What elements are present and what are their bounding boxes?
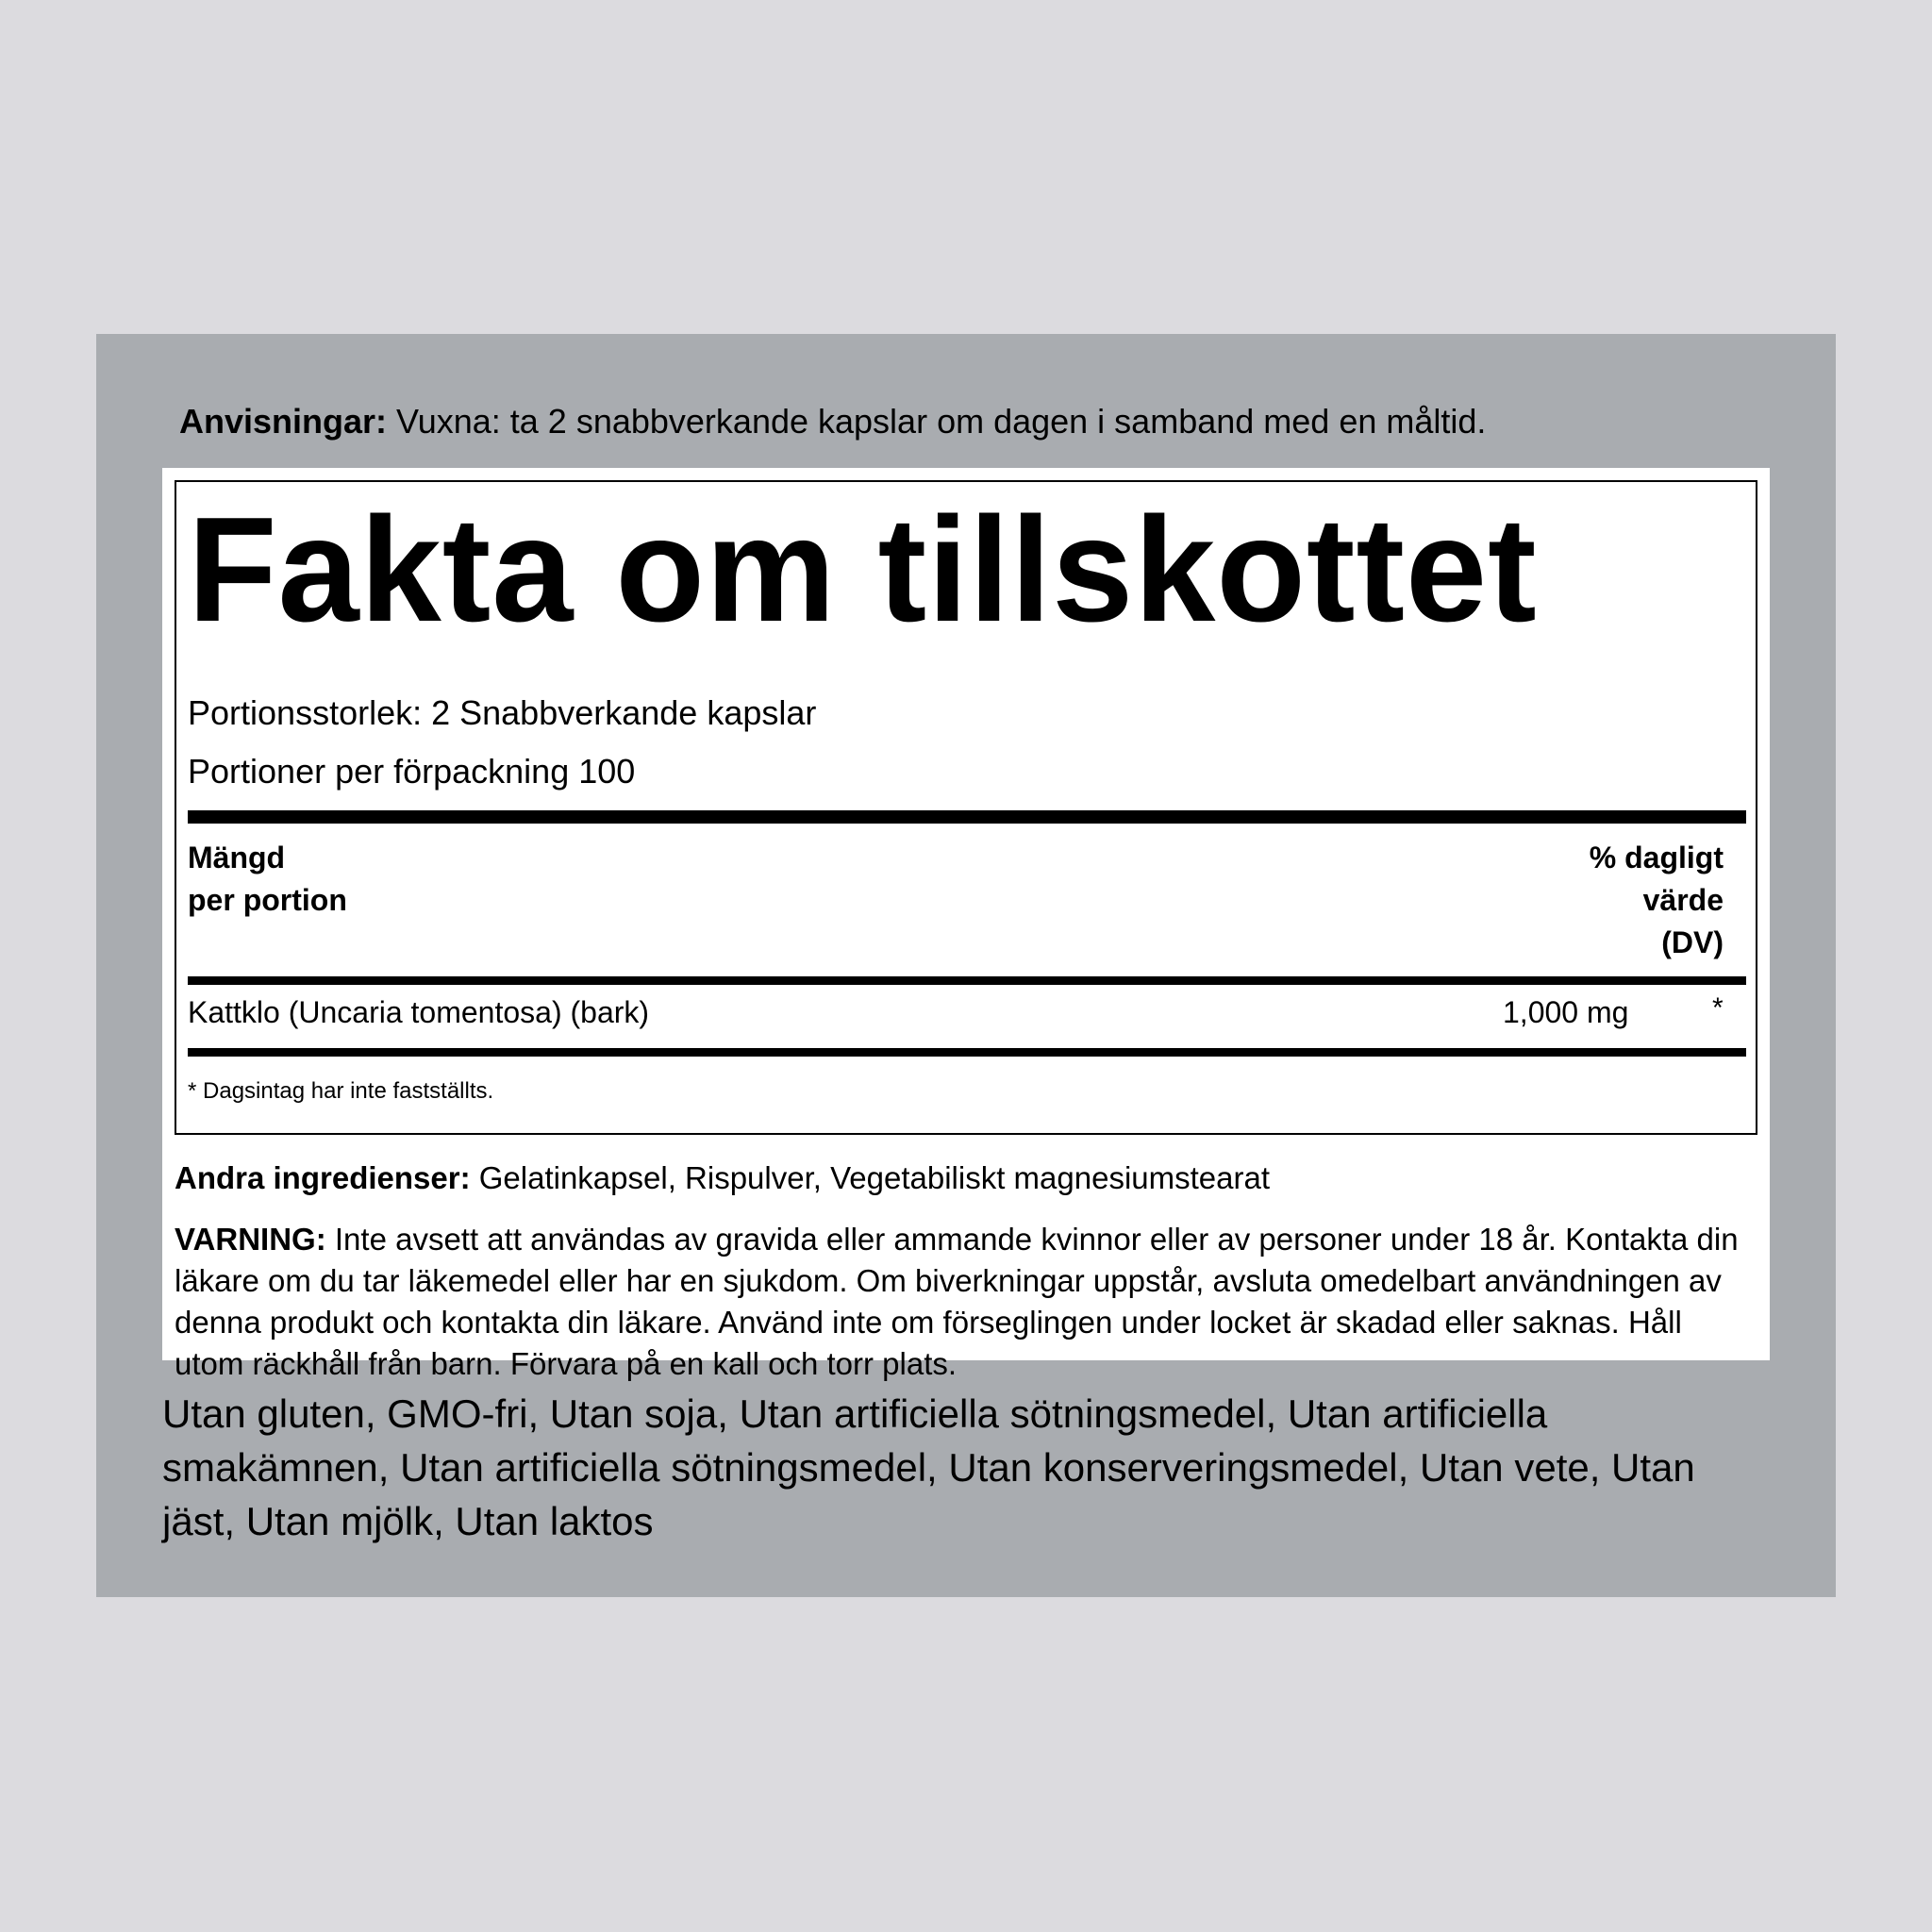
ingredient-daily-value: * [1712,992,1724,1024]
amount-per-serving-header [188,837,471,922]
thick-divider [188,810,1746,824]
ingredient-name: Kattklo (Uncaria tomentosa) (bark) [188,995,650,1029]
amount-header-line2: per portion [188,883,347,917]
servings-per-container: Portioner per förpackning 100 [188,752,636,791]
daily-value-footnote: * Dagsintag har inte fastställts. [188,1078,494,1104]
warning-body: Inte avsett att användas av gravida eller ammande kvinnor eller av personer under 18 år. Kontakta din läkare om du tar läkemedel eller har en sjukdom. Om biverkningar uppstår, avsluta omedelbart användningen av denna produkt och kontakta din läkare. Använd inte om förseglingen under locket är skadad eller saknas. Håll utom räckhåll från barn. Förvara på en kall och torr plats. [175,1222,1739,1381]
dv-header-line2: värde [1642,883,1724,917]
other-ingredients [175,1157,1270,1200]
directions-body: Vuxna: ta 2 snabbverkande kapslar om dagen i samband med en måltid. [387,402,1487,441]
supplement-facts-box [175,480,1757,1135]
daily-value-header [1441,837,1724,964]
ingredient-amount: 1,000 mg [1503,995,1629,1029]
ingredients-bottom-divider [188,1048,1746,1057]
label-white-box [162,468,1770,1381]
warning-text [175,1219,1759,1385]
dv-header-line1: % dagligt [1589,841,1724,874]
other-ingredients-label: Andra ingredienser: [175,1160,471,1195]
label-panel [96,334,1836,1597]
warning-label: VARNING: [175,1222,326,1257]
directions-label: Anvisningar: [179,402,388,441]
facts-title: Fakta om tillskottet [188,487,1538,653]
header-divider [188,976,1746,985]
directions-text [179,398,1486,445]
amount-header-line1: Mängd [188,841,286,874]
serving-size: Portionsstorlek: 2 Snabbverkande kapslar [188,693,817,732]
other-ingredients-text: Gelatinkapsel, Rispulver, Vegetabiliskt magnesiumstearat [470,1160,1271,1195]
dv-header-line3: (DV) [1661,925,1724,959]
free-from-claims: Utan gluten, GMO-fri, Utan soja, Utan artificiella sötningsmedel, Utan artificiella smakämnen, Utan artificiella sötningsmedel, Utan konserveringsmedel, Utan vete, Utan jäst, Utan mjölk, Utan laktos [162,1391,1695,1543]
